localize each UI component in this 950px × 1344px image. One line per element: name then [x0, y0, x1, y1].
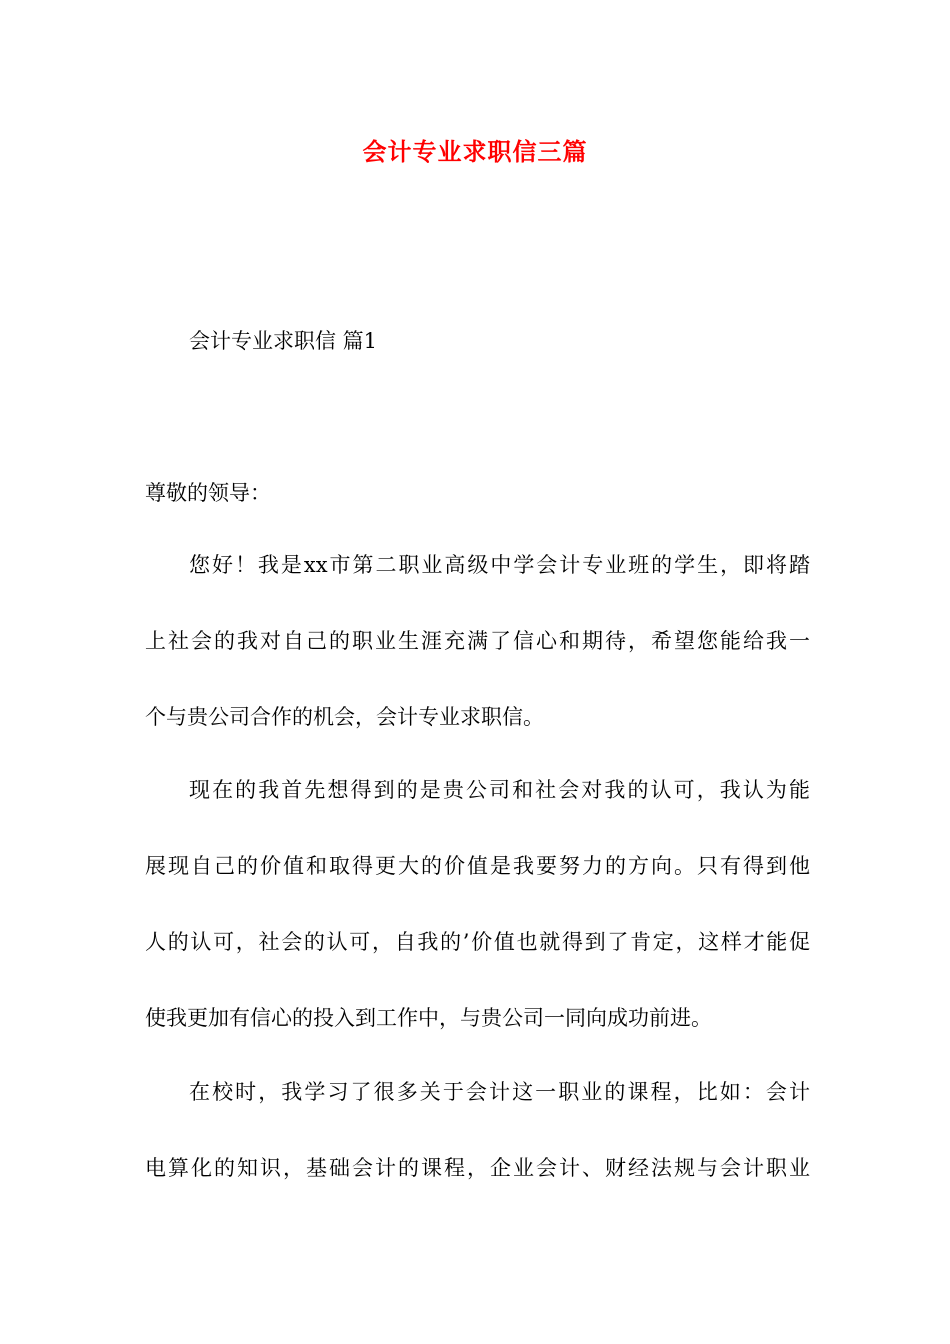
section-heading: 会计专业求职信 篇1	[189, 329, 378, 353]
paragraph-line: 在校时，我学习了很多关于会计这一职业的课程，比如：会计	[189, 1080, 810, 1104]
paragraph-line: 电算化的知识，基础会计的课程，企业会计、财经法规与会计职业	[145, 1156, 810, 1180]
paragraph-line: 您好！我是xx市第二职业高级中学会计专业班的学生，即将踏	[189, 553, 810, 577]
salutation: 尊敬的领导：	[145, 481, 271, 505]
paragraph-line: 展现自己的价值和取得更大的价值是我要努力的方向。只有得到他	[145, 854, 810, 878]
document-title: 会计专业求职信三篇	[362, 137, 588, 166]
paragraph-line: 现在的我首先想得到的是贵公司和社会对我的认可，我认为能	[189, 778, 810, 802]
paragraph-line: 使我更加有信心的投入到工作中，与贵公司一同向成功前进。	[145, 1006, 712, 1030]
paragraph-line: 人的认可，社会的认可，自我的’价值也就得到了肯定，这样才能促	[145, 930, 810, 954]
paragraph-line: 个与贵公司合作的机会，会计专业求职信。	[145, 705, 544, 729]
paragraph-line: 上社会的我对自己的职业生涯充满了信心和期待，希望您能给我一	[145, 629, 810, 653]
